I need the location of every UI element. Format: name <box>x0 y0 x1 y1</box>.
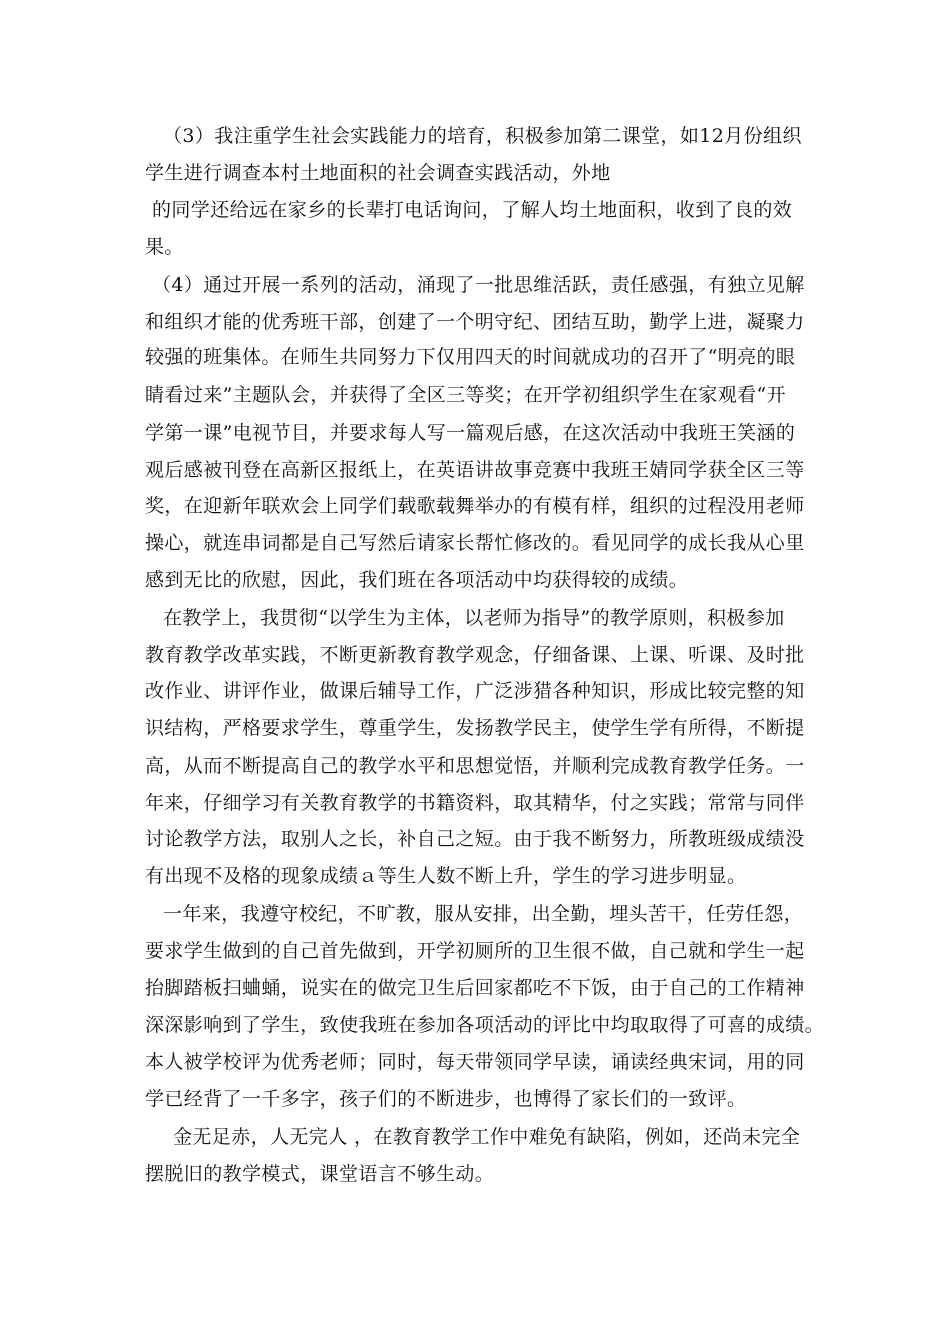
text-line: 高，从而不断提高自己的教学水平和思想觉悟，并顺利完成教育教学任务。一 <box>145 755 805 777</box>
text-line: 教育教学改革实践，不断更新教育教学观念，仔细备课、上课、听课、及时批 <box>145 644 805 666</box>
text-line: 讨论教学方法，取别人之长，补自己之短。由于我不断努力，所教班级成绩没 <box>145 828 805 850</box>
text-line: 学已经背了一千多字，孩子们的不断进步，也博得了家长们的一致评。 <box>145 1088 747 1110</box>
text-line: 识结构，严格要求学生，尊重学生，发扬教学民主，使学生学有所得，不断提 <box>145 717 805 739</box>
text-line: 摆脱旧的教学模式，课堂语言不够生动。 <box>145 1163 495 1185</box>
text-line: 在教学上，我贯彻“以学生为主体，以老师为指导”的教学原则，积极参加 <box>163 607 785 629</box>
text-line: 的同学还给远在家乡的长辈打电话询问，了解人均土地面积，收到了良的效 <box>152 199 793 221</box>
text-line: 学第一课”电视节目，并要求每人写一篇观后感，在这次活动中我班王笑涵的 <box>145 422 796 444</box>
text-line: 抬脚踏板扫蛐蛹，说实在的做完卫生后回家都吃不下饭，由于自己的工作精神 <box>145 977 805 999</box>
text-line: 金无足赤，人无完人 ，在教育教学工作中难免有缺陷，例如，还尚未完全 <box>173 1126 801 1148</box>
text-line: 改作业、讲评作业，做课后辅导工作，广泛涉猎各种知识，形成比较完整的知 <box>145 680 805 702</box>
text-line: 有出现不及格的现象成绩ａ等生人数不断上升，学生的学习进步明显。 <box>145 865 747 887</box>
text-line: 深深影响到了学生，致使我班在参加各项活动的评比中均取取得了可喜的成绩。 <box>145 1014 825 1036</box>
text-line: 一年来，我遵守校纪，不旷教，服从安排，出全勤，埋头苦干，任劳任怨， <box>163 903 804 925</box>
text-line: 操心，就连串词都是自己写然后请家长帮忙修改的。看见同学的成长我从心里 <box>145 532 805 554</box>
text-line: 年来，仔细学习有关教育教学的书籍资料，取其精华，付之实践；常常与同伴 <box>145 792 805 814</box>
text-line: 较强的班集体。在师生共同努力下仅用四天的时间就成功的召开了“明亮的眼 <box>145 346 796 368</box>
text-line: 学生进行调查本村土地面积的社会调查实践活动，外地 <box>145 162 611 184</box>
text-line: 要求学生做到的自己首先做到，开学初厕所的卫生很不做，自己就和学生一起 <box>145 940 805 962</box>
text-line: （3）我注重学生社会实践能力的培育，积极参加第二课堂，如12月份组织 <box>163 125 802 147</box>
text-line: （4）通过开展一系列的活动，涌现了一批思维活跃，责任感强，有独立见解 <box>152 274 805 296</box>
text-line: 和组织才能的优秀班干部，创建了一个明守纪、团结互助，勤学上进，凝聚力 <box>145 311 805 333</box>
text-line: 观后感被刊登在高新区报纸上，在英语讲故事竞赛中我班王婧同学获全区三等 <box>145 459 805 481</box>
text-line: 奖，在迎新年联欢会上同学们载歌载舞举办的有模有样，组织的过程没用老师 <box>145 495 805 517</box>
text-line: 睛看过来”主题队会，并获得了全区三等奖；在开学初组织学生在家观看“开 <box>145 384 787 406</box>
text-line: 感到无比的欣慰，因此，我们班在各项活动中均获得较的成绩。 <box>145 569 689 591</box>
text-line: 本人被学校评为优秀老师；同时，每天带领同学早读，诵读经典宋词，用的同 <box>145 1051 805 1073</box>
text-line: 果。 <box>145 236 184 258</box>
